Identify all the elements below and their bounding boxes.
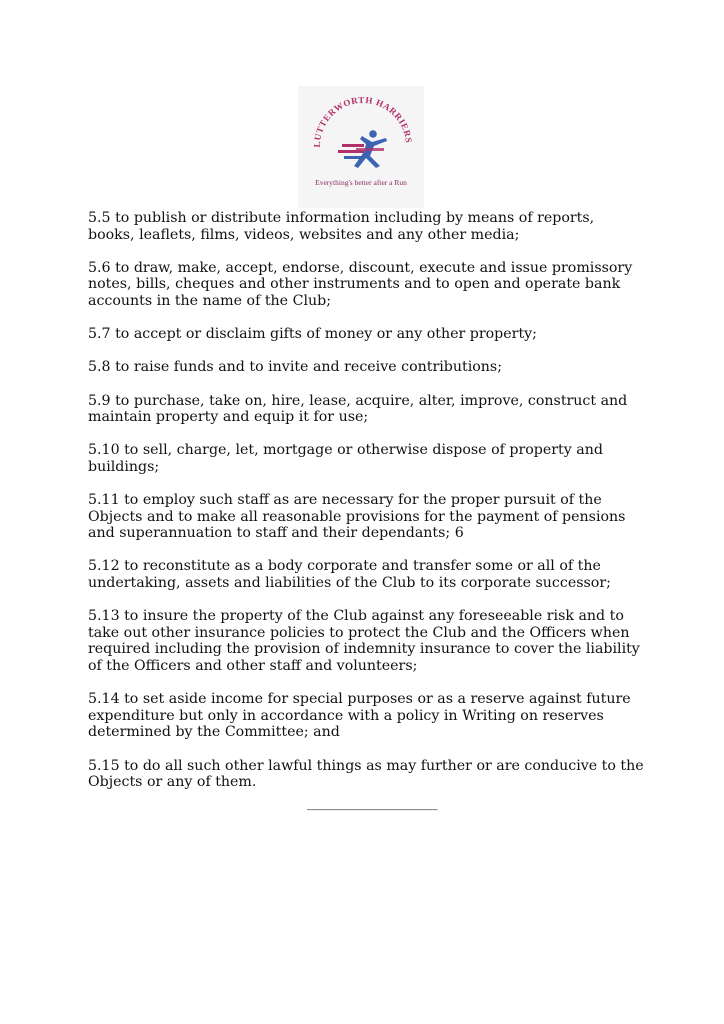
clause-5-6: 5.6 to draw, make, accept, endorse, discount, execute and issue promissory notes, bills, cheques and other instruments and to open and operate bank accounts in the name of the Club; (88, 259, 633, 309)
clause-5-14: 5.14 to set aside income for special purposes or as a reserve against future expenditure but only in accordance with a policy in Writing on reserves determined by the Committee; and (88, 691, 631, 741)
clause-5-8: 5.8 to raise funds and to invite and receive contributions; (88, 359, 502, 376)
club-logo (298, 86, 424, 208)
clause-5-12: 5.12 to reconstitute as a body corporate and transfer some or all of the undertaking, assets and liabilities of the Club to its corporate successor; (88, 558, 611, 592)
clause-5-11: 5.11 to employ such staff as are necessary for the proper pursuit of the Objects and to make all reasonable provisions for the payment of pensions and superannuation to staff and their dependants; 6 (88, 492, 626, 542)
document-body (88, 210, 648, 791)
clause-5-5: 5.5 to publish or distribute information including by means of reports, books, leaflets, films, videos, websites and any other media; (88, 210, 595, 243)
clause-5-13: 5.13 to insure the property of the Club against any foreseeable risk and to take out other insurance policies to protect the Club and the Officers when required including the provision of indemnity insurance to cover the liability of the Officers and other staff and volunteers; (88, 608, 640, 675)
clause-5-7: 5.7 to accept or disclaim gifts of money or any other property; (88, 326, 537, 343)
runner-logo-icon (298, 86, 424, 208)
clause-5-10: 5.10 to sell, charge, let, mortgage or otherwise dispose of property and buildings; (88, 442, 603, 475)
logo-arc-text: LUTTERWORTH HARRIERS (311, 94, 415, 148)
clause-5-9: 5.9 to purchase, take on, hire, lease, acquire, alter, improve, construct and maintain property and equip it for use; (88, 392, 628, 426)
clause-5-15: 5.15 to do all such other lawful things as may further or are conducive to the Objects or any of them. (88, 757, 644, 791)
section-divider: ____________________ (307, 795, 437, 811)
logo-tagline: Everything's better after a Run (315, 178, 407, 187)
